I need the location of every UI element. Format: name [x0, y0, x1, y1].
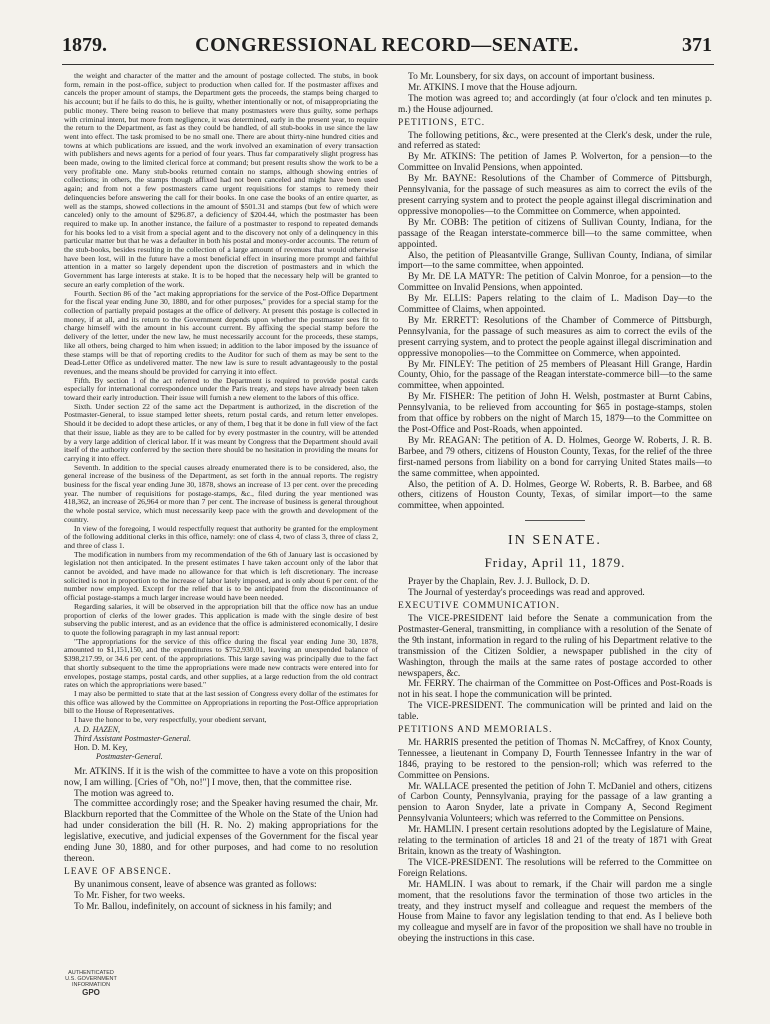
paragraph: The Journal of yesterday's proceedings was read and approved.	[408, 588, 645, 599]
paragraph: To Mr. Lounsbery, for six days, on account of important business.	[408, 72, 655, 82]
paragraph: "The appropriations for the service of this office during the fiscal year ending June 30, 1878, amounted to $1,151,150, and the expenditures to $752,930.01, leaving an unexpended balance of $398,217.99, or 34.6 per cent. of the appropriations. This large saving was principally due to the fact that shortly subsequent to the time the appropriations were made new contracts were entered into for envelopes, postage stamps, postal cards, and other supplies, at a large reduction from the old contract rates on which the appropriations were based."	[64, 636, 378, 690]
gpo-line: AUTHENTICATED	[68, 970, 114, 976]
paragraph: By Mr. ERRETT: Resolutions of the Chamber of Commerce of Pittsburgh, Pennsylvania, for the passage of such measures as aim to correct the evils of the present carrying system, and to protect the people against illegal discrimination and oppressive monopolies—to the Committee on Commerce, when appointed.	[398, 315, 712, 359]
paragraph: By Mr. COBB: The petition of citizens of Sullivan County, Indiana, for the passage of the Reagan interstate-commerce bill—to the same committee, when appointed.	[398, 217, 712, 250]
paragraph: The modification in numbers from my recommendation of the 6th of January last is occasioned by legislation not then anticipated. In the present estimates I have taken account only of the labor that cannot be avoided, and have made no allowance for that which is left discretionary. The increase solicited is not in proportion to the increase of labor lately imposed, and is only about 6 per cent. of the number now employed. Except for the relief that is to be anticipated from the discontinuance of official postage-stamps a much larger increase would have been needed.	[64, 549, 378, 603]
paragraph: By Mr. DE LA MATYR: The petition of Calvin Monroe, for a pension—to the Committee on Invalid Pensions, when appointed.	[398, 272, 712, 294]
paragraph: Mr. HARRIS presented the petition of Thomas N. McCaffrey, of Knox County, Tennessee, a lieutenant in Company D, Fourth Tennessee Infantry in the war of 1846, praying to be restored to the pension-roll; which was referred to the Committee on Pensions.	[398, 737, 712, 781]
paragraph: the weight and character of the matter and the amount of postage collected. The stubs, in book form, remain in the post-office, subject to production when called for. If the postmaster affixes and cancels the proper amount of stamps, the Department gets the proceeds, the stamps being charged to his account; but if he fails to do this, he is guilty, whether intentionally or not, of misappropriating the public money. There being reason to believe that many postmasters were thus guilty, some perhaps with criminal intent, but more from negligence, it was determined, early in the present year, to require the return to the Department, as fast as they could be handled, of all stub-books in use since the law went into effect. The task promised to be no small one. There are about thirty-nine hundred cities and towns at which publications are issued, and the work involved an examination of every transaction with publishers and news agents for a period of four years. Thus far comparatively slight progress has been made, owing to the limited clerical force at command; but present results show the work to be a very profitable one. Many stub-books returned contain no stamps, although showing entries of collections; in others, the stamps though affixed had not been canceled and might have been used again; and from not a few postmasters came urgent requisitions for stamps to remedy their delinquencies before answering the call for their books. In one case the books of an entire quarter, as well as the stamps, showed collections in the amount of $501.31 and stamps (but few of which were canceled) only to the amount of $296.87, a deficiency of $204.44, which the postmaster has been required to make up. In another instance, the failure of a postmaster to respond to repeated demands for his books led to a visit from a special agent and to the discovery not only of a delinquency in this particular matter but that he was a defaulter in both his postal and money-order accounts. The return of the stub-books, besides resulting in the collection of a large amount of revenues that would otherwise have been lost, will in the future have a most beneficial effect in insuring more prompt and faithful attention in a matter so largely dependent upon the discretion of postmasters and in which the Government has large interests at stake. It is to be hoped that the necessary help will be granted to secure an early completion of the work.	[64, 72, 378, 289]
gpo-mark: GPO	[82, 988, 100, 997]
left-column	[64, 72, 378, 984]
section-heading: LEAVE OF ABSENCE.	[64, 866, 172, 877]
paragraph: The following petitions, &c., were presented at the Clerk's desk, under the rule, and referred as stated:	[398, 130, 712, 152]
paragraph: The VICE-PRESIDENT laid before the Senate a communication from the Postmaster-General, transmitting, in compliance with a resolution of the Senate of the 9th instant, information in regard to the ruling of his Department relative to the transmission of the Citizen Soldier, a newspaper published in the city of Washington, through the mails at the same rates of postage accorded to other newspapers, &c.	[398, 613, 712, 679]
paragraph: Also, the petition of Pleasantville Grange, Sullivan County, Indiana, of similar import—to the same committee, when appointed.	[398, 250, 712, 272]
gpo-authentication-seal	[56, 970, 126, 1014]
paragraph: Prayer by the Chaplain, Rev. J. J. Bullock, D. D.	[408, 577, 590, 588]
paragraph: The VICE-PRESIDENT. The communication will be printed and laid on the table.	[398, 701, 712, 723]
header-year: 1879.	[62, 34, 107, 56]
paragraph: Fifth. By section 1 of the act referred to the Department is required to provide postal cards especially for international correspondence under the Paris treaty, and steps have already been taken toward their early introduction. Their issue will furnish a new element to the labors of this office.	[64, 375, 378, 403]
right-column	[398, 72, 712, 984]
paragraph: In view of the foregoing, I would respectfully request that authority be granted for the employment of the following additional clerks in this office, namely: one of class 4, two of class 3, three of class 2, and three of class 1.	[64, 523, 378, 550]
paragraph: By Mr. ELLIS: Papers relating to the claim of L. Madison Day—to the Committee of Claims, when appointed.	[398, 294, 712, 316]
paragraph: I have the honor to be, very respectfully, your obedient servant,	[74, 715, 267, 725]
gpo-line: INFORMATION	[71, 982, 111, 988]
section-divider	[525, 520, 585, 521]
paragraph: Mr. FERRY. The chairman of the Committee on Post-Offices and Post-Roads is not in his seat. I hope the communication will be printed.	[398, 679, 712, 701]
section-heading: EXECUTIVE COMMUNICATION.	[398, 601, 561, 612]
signature-title: Third Assistant Postmaster-General.	[74, 733, 191, 743]
paragraph: Fourth. Section 86 of the "act making appropriations for the service of the Post-Office Department for the fiscal year ending June 30, 1880, and for other purposes," provides for a special stamp for the collection of partially prepaid postages at the office of delivery. At present this postage is collected in money, if at all, and its return to the Government depends upon whether the postmaster sees fit to charge himself with the amount in his account current. By affixing the special stamp before the delivery of the letter, under the new law, he must necessarily account for the proceeds, these stamps, like all others, being charged to him when issued; in addition to the labor imposed by the issuance of these stamps will be that of reporting credits to the Auditor for such of them as may be sent to the Dead-Letter Office as undelivered matter. The new law is sure to result advantageously to the postal revenues, and the means should be provided for carrying it into effect.	[64, 288, 378, 376]
paragraph: The motion was agreed to.	[74, 788, 174, 799]
signature-name: A. D. HAZEN,	[74, 724, 120, 734]
paragraph: By Mr. BAYNE: Resolutions of the Chamber of Commerce of Pittsburgh, Pennsylvania, for the passage of such measures as aim to correct the evils of the present carrying system and to protect the people against illegal discrimination and oppressive monopolies—to the Committee on Commerce, when appointed.	[398, 174, 712, 217]
paragraph: Mr. ATKINS. I move that the House adjourn.	[408, 82, 578, 93]
page-header	[62, 34, 712, 60]
paragraph: Mr. HAMLIN. I present certain resolutions adopted by the Legislature of Maine, relating to the termination of articles 18 and 21 of the treaty of 1871 with Great Britain, known as the treaty of Washington.	[398, 825, 712, 857]
paragraph: By Mr. REAGAN: The petition of A. D. Holmes, George W. Roberts, J. R. B. Barbee, and 79 others, citizens of Houston County, Texas, for the relief of the three first-named persons from liability on a bond for carrying United States mails—to the same committee, when appointed.	[398, 435, 712, 479]
header-title: CONGRESSIONAL RECORD—SENATE.	[195, 34, 579, 56]
paragraph: The VICE-PRESIDENT. The resolutions will be referred to the Committee on Foreign Relations.	[398, 857, 712, 879]
senate-date: Friday, April 11, 1879.	[484, 555, 626, 571]
paragraph: By unanimous consent, leave of absence was granted as follows:	[74, 879, 317, 890]
paragraph: To Mr. Ballou, indefinitely, on account of sickness in his family; and	[74, 901, 332, 912]
header-rule	[62, 64, 714, 65]
paragraph: By Mr. ATKINS: The petition of James P. Wolverton, for a pension—to the Committee on Invalid Pensions, when appointed.	[398, 152, 712, 174]
senate-proceedings	[398, 577, 712, 945]
house-proceedings	[64, 767, 378, 913]
house-petitions	[398, 72, 712, 512]
addressee-name: Hon. D. M. Key,	[74, 742, 128, 752]
letter-text	[64, 72, 378, 725]
paragraph: I may also be permitted to state that at the last session of Congress every dollar of the estimates for this office was allowed by the Committee on Appropriations in reporting the Post-Office appropriation bill to the House of Representatives.	[64, 688, 378, 716]
paragraph: Mr. WALLACE presented the petition of John T. McDaniel and others, citizens of Carbon County, Pennsylvania, praying for the passage of a law granting a pension to Aaron Snyder, late a private in Company A, Second Regiment Pennsylvania Volunteers; which was referred to the Committee on Pensions.	[398, 781, 712, 825]
paragraph: To Mr. Fisher, for two weeks.	[74, 890, 185, 901]
paragraph: The motion was agreed to; and accordingly (at four o'clock and ten minutes p. m.) the House adjourned.	[398, 93, 712, 115]
section-heading: PETITIONS, ETC.	[398, 117, 486, 128]
section-heading: PETITIONS AND MEMORIALS.	[398, 725, 553, 736]
paragraph: Regarding salaries, it will be observed in the appropriation bill that the office now has an undue proportion of clerks of the lower grades. This application is made with the single desire of best subserving the public interest, and as an evidence that the office is administered economically, I desire to quote the following paragraph in my last annual report:	[64, 601, 378, 637]
paragraph: Mr. ATKINS. If it is the wish of the committee to have a vote on this proposition now, I am willing. [Cries of "Oh, no!"] I move, then, that the committee rise.	[64, 766, 378, 788]
paragraph: By Mr. FISHER: The petition of John H. Welsh, postmaster at Burnt Cabins, Pennsylvania, to be relieved from accounting for $65 in postage-stamps, stolen from that office by robbers on the night of March 15, 1879—to the Committee on the Post-Office and Post-Roads, when appointed.	[398, 392, 712, 435]
header-page-number: 371	[682, 34, 712, 56]
paragraph: The committee accordingly rose; and the Speaker having resumed the chair, Mr. Blackburn reported that the Committee of the Whole on the State of the Union had had under consideration the bill (H. R. No. 2) making appropriations for the legislative, executive, and judicial expenses of the Government for the fiscal year ending June 30, 1880, and for other purposes, and had come to no resolution thereon.	[64, 799, 378, 864]
paragraph: By Mr. FINLEY: The petition of 25 members of Pleasant Hill Grange, Hardin County, Ohio, for the passage of the Reagan interstate-commerce bill—to the same committee, when appointed.	[398, 359, 712, 392]
paragraph: Seventh. In addition to the special causes already enumerated there is to be considered, also, the general increase of the business of the Department, as set forth in the annual reports. The registry business for the fiscal year ending June 30, 1878, shows an increase of 13 per cent. over the preceding year. The number of requisitions for postage-stamps, &c., filed during the year mentioned was 418,362, an increase of 26,964 or more than 7 per cent. The increase of business is general throughout the whole postal service, which must necessarily keep pace with the growth and development of the country.	[64, 462, 378, 524]
gpo-line: U.S. GOVERNMENT	[65, 976, 117, 982]
paragraph: Also, the petition of A. D. Holmes, George W. Roberts, R. B. Barbee, and 68 others, citizens of Houston County, Texas, of similar import—to the same committee, when appointed.	[398, 479, 712, 512]
addressee-title: Postmaster-General.	[96, 751, 163, 761]
paragraph: Mr. HAMLIN. I was about to remark, if the Chair will pardon me a single moment, that the resolutions favor the termination of those two articles in the treaty, and they instruct myself and colleague and request the members of the House from Maine to favor any legislation tending to that end. As I believe both my colleague and myself are in favor of the proposition we shall have no trouble in obeying the instructions in this case.	[398, 879, 712, 945]
senate-heading: IN SENATE.	[508, 533, 602, 549]
paragraph: Sixth. Under section 22 of the same act the Department is authorized, in the discretion of the Postmaster-General, to issue stamped letter sheets, return postal cards, and return letter envelopes. Should it be decided to adopt these articles, or any of them, I beg that it be done in full view of the fact that their issue, liable as they are to be called for by every postmaster in the country, will be attended by a very large addition of clerical labor. If it was meant by Congress that the Department should avail itself of the authority conferred by the section there should be no hesitation in providing the means for carrying it into effect.	[64, 401, 378, 463]
